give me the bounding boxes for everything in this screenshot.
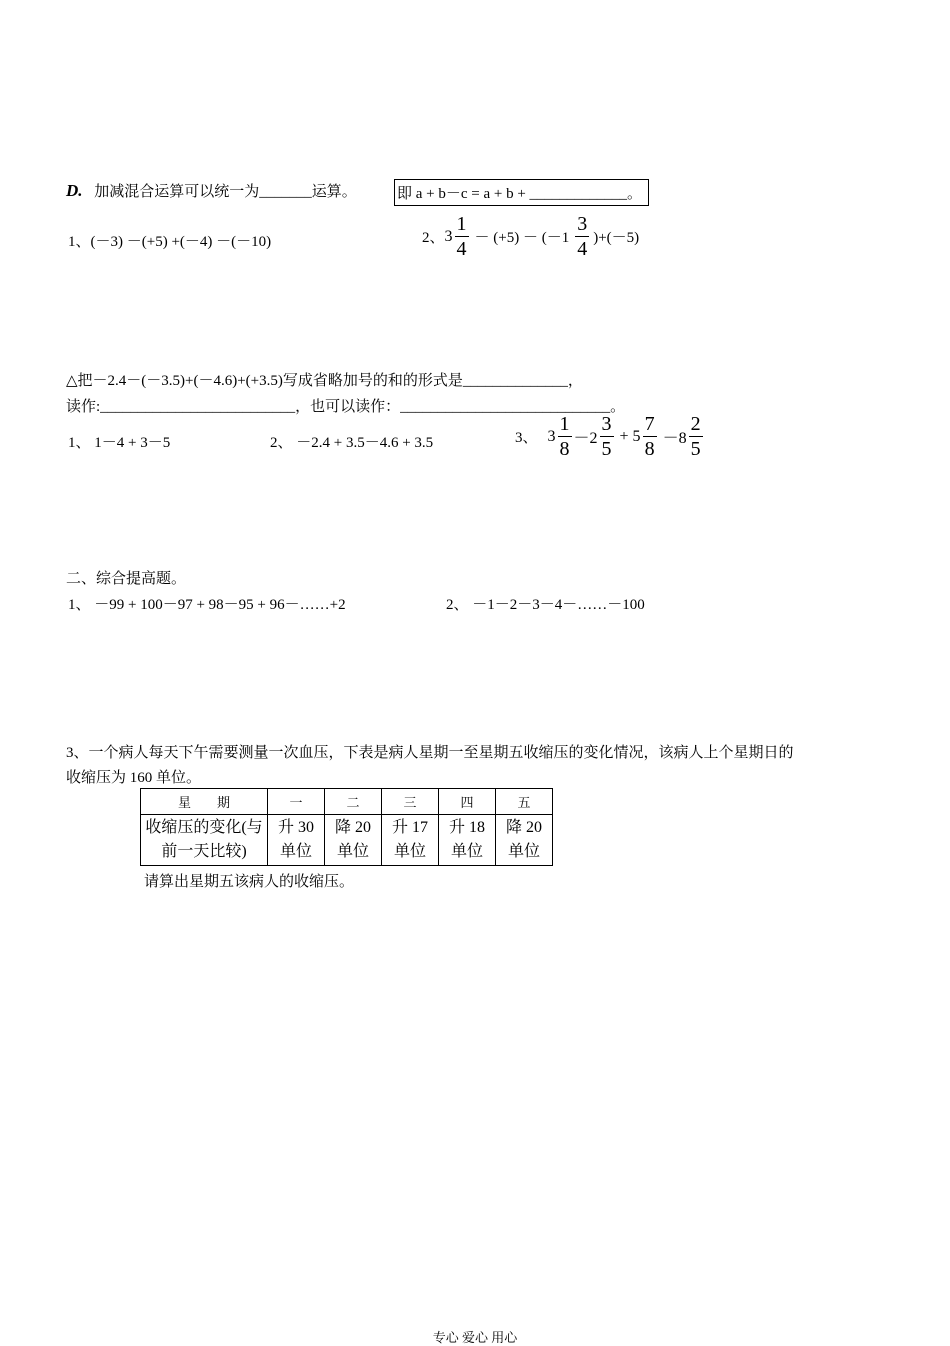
problem-2-expression bbox=[422, 214, 639, 259]
header-cell-wed: 三 bbox=[382, 789, 439, 815]
numerator: 1 bbox=[456, 213, 467, 235]
change-value: 升 30 bbox=[277, 819, 314, 836]
problem-set2-1: 1、 1－4 + 3－5 bbox=[68, 435, 171, 451]
problem-1-expression: 1、(－3) －(+5) +(－4) －(－10) bbox=[68, 234, 272, 250]
section-d-label: D bbox=[66, 181, 79, 200]
section-d-boxed-formula: 即 a + b－c = a + b + _____________。 bbox=[394, 179, 649, 206]
table-cell-fri bbox=[496, 815, 553, 866]
change-value: 升 17 bbox=[391, 819, 428, 836]
numerator: 7 bbox=[644, 413, 655, 435]
change-value: 降 20 bbox=[505, 819, 542, 836]
change-unit: 单位 bbox=[507, 843, 540, 860]
denominator: 4 bbox=[577, 238, 588, 260]
operator-1: －2 bbox=[573, 430, 598, 447]
section-2-problem-1: 1、 －99 + 100－97 + 98－95 + 96－……+2 bbox=[68, 597, 346, 613]
problem-2-prefix: 2、 bbox=[422, 230, 445, 246]
denominator: 8 bbox=[644, 438, 655, 460]
header-cell-mon: 一 bbox=[268, 789, 325, 815]
numerator: 3 bbox=[577, 213, 588, 235]
header-cell-weekday: 星 期 bbox=[141, 789, 268, 815]
operator-3: －8 bbox=[662, 430, 687, 447]
section-2-problem-2: 2、 －1－2－3－4－……－100 bbox=[446, 597, 645, 613]
denominator: 5 bbox=[690, 438, 701, 460]
section-d-dot: . bbox=[78, 181, 83, 200]
fraction-1-4 bbox=[455, 214, 469, 259]
header-cell-fri: 五 bbox=[496, 789, 553, 815]
table-header-row bbox=[141, 789, 553, 815]
denominator: 4 bbox=[456, 238, 467, 260]
problem-2-middle: － (+5) － (－1 bbox=[474, 230, 570, 246]
header-cell-tue: 二 bbox=[325, 789, 382, 815]
table-data-row bbox=[141, 815, 553, 866]
table-cell-thu bbox=[439, 815, 496, 866]
problem-3-question: 请算出星期五该病人的收缩压。 bbox=[144, 874, 355, 890]
change-unit: 单位 bbox=[336, 843, 369, 860]
header-cell-thu: 四 bbox=[439, 789, 496, 815]
change-unit: 单位 bbox=[279, 843, 312, 860]
fraction-3-5 bbox=[600, 414, 614, 459]
change-value: 降 20 bbox=[334, 819, 371, 836]
problem-3-line-1: 3、一个病人每天下午需要测量一次血压，下表是病人星期一至星期五收缩压的变化情况，该病人上个星期日的 bbox=[66, 745, 794, 761]
numerator: 1 bbox=[559, 413, 570, 435]
fraction-1-8 bbox=[558, 414, 572, 459]
row-label-line-1: 收缩压的变化(与 bbox=[145, 819, 263, 836]
fraction-2-5 bbox=[689, 414, 703, 459]
problem-2-suffix: )+(－5) bbox=[593, 230, 640, 246]
fraction-7-8 bbox=[643, 414, 657, 459]
blood-pressure-table bbox=[140, 788, 553, 866]
change-unit: 单位 bbox=[393, 843, 426, 860]
problem-set2-3 bbox=[515, 414, 705, 459]
table-cell-tue bbox=[325, 815, 382, 866]
section-d-line bbox=[66, 180, 357, 201]
operator-2: + 5 bbox=[619, 427, 641, 445]
change-unit: 单位 bbox=[450, 843, 483, 860]
problem-3-line-2: 收缩压为 160 单位。 bbox=[66, 770, 202, 786]
denominator: 8 bbox=[559, 438, 570, 460]
triangle-line-1: △把－2.4－(－3.5)+(－4.6)+(+3.5)写成省略加号的和的形式是______________， bbox=[66, 373, 583, 389]
row-label-line-2: 前一天比较) bbox=[161, 843, 247, 860]
triangle-line-2: 读作:__________________________，也可以读作：____________________________。 bbox=[66, 399, 626, 415]
row-label-cell bbox=[141, 815, 268, 866]
table-cell-wed bbox=[382, 815, 439, 866]
section-d-text: 加减混合运算可以统一为_______运算。 bbox=[94, 184, 357, 200]
table-cell-mon bbox=[268, 815, 325, 866]
page-footer: 专心 爱心 用心 bbox=[432, 1330, 518, 1345]
change-value: 升 18 bbox=[448, 819, 485, 836]
numerator: 3 bbox=[601, 413, 612, 435]
problem-set2-2: 2、 －2.4 + 3.5－4.6 + 3.5 bbox=[270, 435, 434, 451]
problem-2-whole: 3 bbox=[444, 227, 453, 245]
denominator: 5 bbox=[601, 438, 612, 460]
problem-3-whole: 3 bbox=[547, 427, 556, 445]
section-2-title: 二、综合提高题。 bbox=[66, 571, 187, 587]
fraction-3-4 bbox=[575, 214, 589, 259]
numerator: 2 bbox=[690, 413, 701, 435]
problem-3-prefix: 3、 bbox=[515, 430, 538, 446]
